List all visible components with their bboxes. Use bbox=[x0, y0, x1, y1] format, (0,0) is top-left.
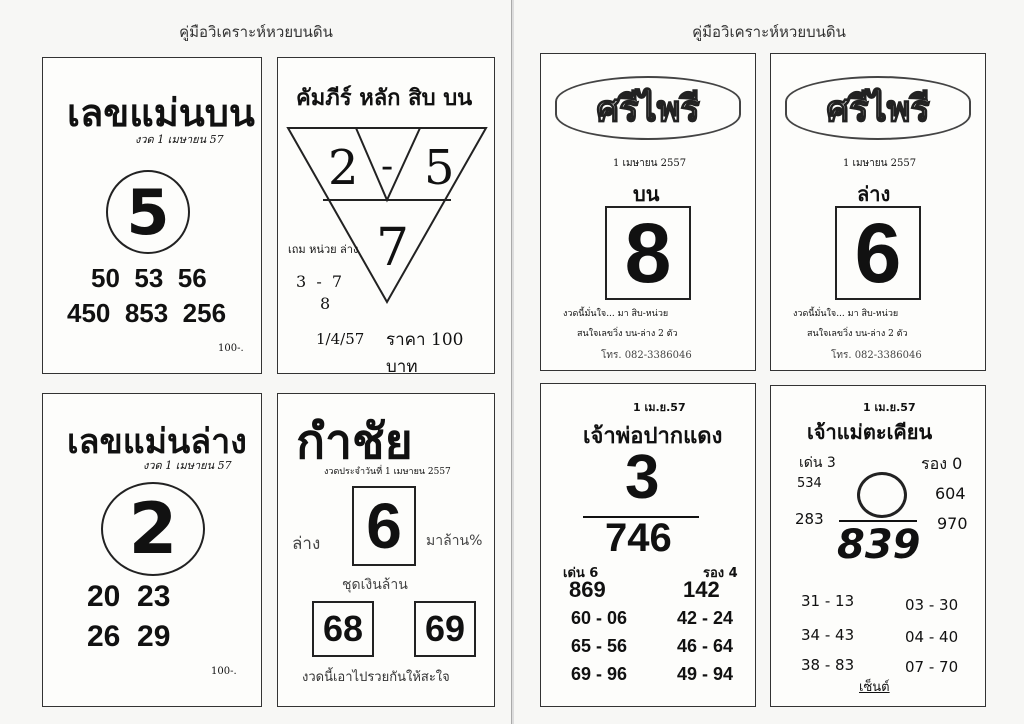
side-label: เถม หน่วย ล่าง bbox=[288, 243, 359, 256]
tri-dash: - bbox=[381, 146, 394, 187]
card-title: เลขแม่นล่าง bbox=[67, 422, 247, 462]
note-line-2: สนใจเลขวิ่ง บน-ล่าง 2 ตัว bbox=[807, 329, 908, 339]
brand-logo: ศรีไพรี bbox=[555, 76, 741, 140]
lead-number: 869 bbox=[569, 577, 606, 602]
left-page-header: คู่มือวิเคราะห์หวยบนดิน bbox=[179, 23, 333, 41]
card-sriprai-lower bbox=[770, 53, 986, 371]
brand-logo: ศรีไพรี bbox=[785, 76, 971, 140]
date-label: 1/4/57 bbox=[316, 330, 365, 348]
tri-digit-left: 2 bbox=[328, 140, 359, 196]
pair-item: 34 - 43 bbox=[801, 626, 855, 644]
side-row-1: 3 - 7 bbox=[296, 272, 343, 291]
sub-label: รอง 4 bbox=[703, 566, 738, 581]
date-label: 1 เมษายน 2557 bbox=[843, 158, 917, 169]
card-chaopho-pakdaeng bbox=[540, 383, 756, 707]
card-tens-digit bbox=[277, 57, 495, 374]
card-title: คัมภีร์ หลัก สิบ บน bbox=[296, 85, 473, 111]
note-line-2: สนใจเลขวิ่ง บน-ล่าง 2 ตัว bbox=[577, 329, 678, 339]
main-number-circle bbox=[857, 472, 907, 518]
lead-label: เด่น 3 bbox=[799, 455, 836, 471]
price-label: 100-. bbox=[211, 666, 237, 677]
pair-item: 31 - 13 bbox=[801, 592, 855, 610]
position-label: ล่าง bbox=[857, 182, 891, 206]
pair-item: 46 - 64 bbox=[677, 636, 734, 656]
pair-item: 38 - 83 bbox=[801, 656, 855, 674]
pair-item: 04 - 40 bbox=[905, 628, 959, 646]
card-subtitle: งวด 1 เมษายน 57 bbox=[135, 133, 224, 146]
three-digit-number: 839 bbox=[837, 522, 921, 568]
date-label: 1 เมษายน 2557 bbox=[613, 158, 687, 169]
number-box-2: 69 bbox=[414, 601, 476, 657]
phone-label: โทร. 082-3386046 bbox=[601, 350, 692, 361]
pair-item: 60 - 06 bbox=[571, 608, 628, 628]
sub-label: รอง 0 bbox=[921, 454, 963, 473]
left-label: ล่าง bbox=[292, 534, 321, 554]
phone-label: โทร. 082-3386046 bbox=[831, 350, 922, 361]
main-number-circle: 2 bbox=[101, 482, 205, 576]
number-box-1: 68 bbox=[312, 601, 374, 657]
side-row-2: 8 bbox=[320, 294, 331, 313]
pair-item: 07 - 70 bbox=[905, 658, 959, 676]
three-digit-row: 450 853 256 bbox=[67, 298, 227, 328]
card-lower-number bbox=[42, 393, 262, 707]
right-number-1: 604 bbox=[935, 484, 966, 503]
card-title: เจ้าแม่ตะเคียน bbox=[807, 420, 933, 444]
left-number-1: 534 bbox=[797, 476, 822, 491]
left-number-2: 283 bbox=[795, 510, 824, 528]
right-page-header: คู่มือวิเคราะห์หวยบนดิน bbox=[692, 23, 846, 41]
card-title: กำชัย bbox=[296, 414, 413, 470]
set-label: ชุดเงินล้าน bbox=[342, 577, 408, 593]
footer-text: งวดนี้เอาไปรวยกันให้สะใจ bbox=[302, 670, 450, 685]
card-kamchai bbox=[277, 393, 495, 707]
card-subtitle: งวดประจำวันที่ 1 เมษายน 2557 bbox=[324, 467, 451, 477]
note-line-1: งวดนี้มั่นใจ... มา สิบ-หน่วย bbox=[563, 309, 669, 319]
card-upper-number bbox=[42, 57, 262, 374]
card-title: เจ้าพ่อปากแดง bbox=[583, 423, 723, 449]
two-digit-row-2: 26 29 bbox=[87, 620, 171, 653]
pair-item: 65 - 56 bbox=[571, 636, 628, 656]
two-digit-row-1: 20 23 bbox=[87, 580, 171, 613]
right-label: มาล้าน% bbox=[426, 533, 483, 549]
signature: เซ็นต์ bbox=[859, 680, 890, 695]
price-label: ราคา 100 บาท bbox=[386, 330, 464, 374]
date-label: 1 เม.ย.57 bbox=[863, 401, 916, 414]
sub-number: 142 bbox=[683, 577, 720, 602]
position-label: บน bbox=[633, 182, 660, 206]
right-page bbox=[514, 0, 1024, 724]
main-number: 3 bbox=[625, 443, 660, 512]
pair-item: 69 - 96 bbox=[571, 664, 628, 684]
tri-digit-right: 5 bbox=[424, 140, 455, 196]
two-digit-row: 50 53 56 bbox=[91, 263, 207, 293]
date-label: 1 เม.ย.57 bbox=[633, 401, 686, 414]
lead-label: เด่น 6 bbox=[563, 566, 599, 581]
card-title: เลขแม่นบน bbox=[67, 90, 255, 135]
card-subtitle: งวด 1 เมษายน 57 bbox=[143, 459, 232, 472]
main-number-box: 6 bbox=[352, 486, 416, 566]
tri-digit-bottom: 7 bbox=[376, 218, 410, 278]
card-chaomae-takhian bbox=[770, 385, 986, 707]
pair-item: 03 - 30 bbox=[905, 596, 959, 614]
card-sriprai-upper bbox=[540, 53, 756, 371]
main-number-box: 6 bbox=[835, 206, 921, 300]
main-number-circle: 5 bbox=[106, 170, 190, 254]
note-line-1: งวดนี้มั่นใจ... มา สิบ-หน่วย bbox=[793, 309, 899, 319]
right-number-2: 970 bbox=[937, 514, 968, 533]
price-label: 100-. bbox=[218, 343, 244, 354]
pair-item: 49 - 94 bbox=[677, 664, 734, 684]
pair-item: 42 - 24 bbox=[677, 608, 734, 628]
main-number-box: 8 bbox=[605, 206, 691, 300]
three-digit-number: 746 bbox=[605, 516, 672, 560]
